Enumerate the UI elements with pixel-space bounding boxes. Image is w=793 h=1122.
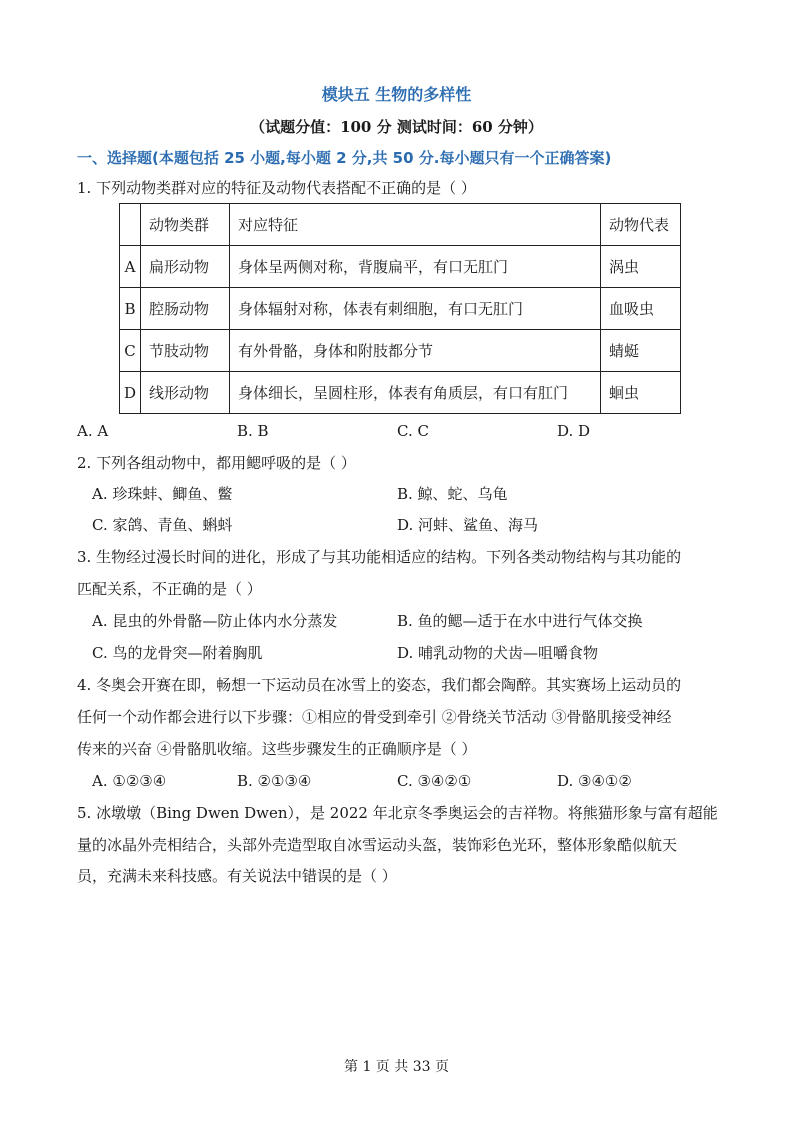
- table-cell: D: [120, 372, 141, 414]
- question-2-option-c: C. 家鸽、青鱼、蝌蚪: [92, 516, 233, 534]
- table-row: [120, 330, 681, 372]
- table-cell: 腔肠动物: [141, 288, 230, 330]
- question-2-option-b: B. 鲸、蛇、乌龟: [397, 485, 508, 503]
- table-cell: 蛔虫: [601, 372, 681, 414]
- table-cell: 线形动物: [141, 372, 230, 414]
- question-1-option-d: D. D: [557, 422, 591, 440]
- table-cell: C: [120, 330, 141, 372]
- table-row: [120, 246, 681, 288]
- question-3-stem-line-1: 3. 生物经过漫长时间的进化，形成了与其功能相适应的结构。下列各类动物结构与其功能的: [77, 548, 682, 566]
- question-3-option-d: D. 哺乳动物的犬齿—咀嚼食物: [397, 644, 599, 662]
- table-header-row: [120, 204, 681, 246]
- question-4-option-a: A. ①②③④: [92, 772, 167, 790]
- question-4-stem-line-2: 任何一个动作都会进行以下步骤：①相应的骨受到牵引 ②骨绕关节活动 ③骨骼肌接受神经: [77, 708, 672, 726]
- page-title: 模块五 生物的多样性: [321, 85, 472, 104]
- table-cell: A: [120, 246, 141, 288]
- question-3-option-b: B. 鱼的鳃—适于在水中进行气体交换: [397, 612, 643, 630]
- table-cell: 蜻蜓: [601, 330, 681, 372]
- table-cell: 扁形动物: [141, 246, 230, 288]
- page-number-footer: 第 1 页 共 33 页: [344, 1059, 449, 1075]
- question-1-option-a: A. A: [77, 422, 109, 440]
- question-3-option-c: C. 鸟的龙骨突—附着胸肌: [92, 644, 263, 662]
- question-1-option-c: C. C: [397, 422, 429, 440]
- table-cell: 有外骨骼，身体和附肢都分节: [230, 330, 601, 372]
- question-1-option-b: B. B: [237, 422, 269, 440]
- table-cell: 血吸虫: [601, 288, 681, 330]
- question-5-stem-line-3: 员，充满未来科技感。有关说法中错误的是（ ）: [77, 867, 397, 885]
- question-2-option-d: D. 河蚌、鲨鱼、海马: [397, 516, 539, 534]
- question-2-stem: 2. 下列各组动物中，都用鳃呼吸的是（ ）: [77, 454, 356, 472]
- table-header-cell: 动物类群: [141, 204, 230, 246]
- question-3-stem-line-2: 匹配关系，不正确的是（ ）: [77, 580, 262, 598]
- exam-subtitle: （试题分值：100 分 测试时间：60 分钟）: [250, 118, 543, 136]
- table-header-cell: 动物代表: [601, 204, 681, 246]
- question-3-option-a: A. 昆虫的外骨骼—防止体内水分蒸发: [92, 612, 338, 630]
- question-4-stem-line-1: 4. 冬奥会开赛在即，畅想一下运动员在冰雪上的姿态，我们都会陶醉。其实赛场上运动员的: [77, 676, 682, 694]
- question-2-option-a: A. 珍珠蚌、鲫鱼、鳖: [92, 485, 233, 503]
- question-4-option-b: B. ②①③④: [237, 772, 312, 790]
- question-4-stem-line-3: 传来的兴奋 ④骨骼肌收缩。这些步骤发生的正确顺序是（ ）: [77, 740, 477, 758]
- question-4-option-d: D. ③④①②: [557, 772, 632, 790]
- table-cell: B: [120, 288, 141, 330]
- question-1-table: [119, 203, 681, 414]
- question-1-stem: 1. 下列动物类群对应的特征及动物代表搭配不正确的是（ ）: [77, 179, 476, 197]
- table-cell: 涡虫: [601, 246, 681, 288]
- table-cell: 身体细长，呈圆柱形，体表有角质层，有口有肛门: [230, 372, 601, 414]
- table-cell: [120, 204, 141, 246]
- question-4-option-c: C. ③④②①: [397, 772, 472, 790]
- question-5-stem-line-1: 5. 冰墩墩（Bing Dwen Dwen），是 2022 年北京冬季奥运会的吉祥物。将熊猫形象与富有超能: [77, 804, 718, 822]
- table-row: [120, 288, 681, 330]
- table-row: [120, 372, 681, 414]
- table-cell: 节肢动物: [141, 330, 230, 372]
- table-cell: 身体呈两侧对称，背腹扁平，有口无肛门: [230, 246, 601, 288]
- table-cell: 身体辐射对称，体表有刺细胞，有口无肛门: [230, 288, 601, 330]
- question-5-stem-line-2: 量的冰晶外壳相结合，头部外壳造型取自冰雪运动头盔，装饰彩色光环，整体形象酷似航天: [77, 836, 678, 854]
- table-header-cell: 对应特征: [230, 204, 601, 246]
- section-heading: 一、选择题(本题包括 25 小题,每小题 2 分,共 50 分.每小题只有一个正确答案): [77, 149, 612, 167]
